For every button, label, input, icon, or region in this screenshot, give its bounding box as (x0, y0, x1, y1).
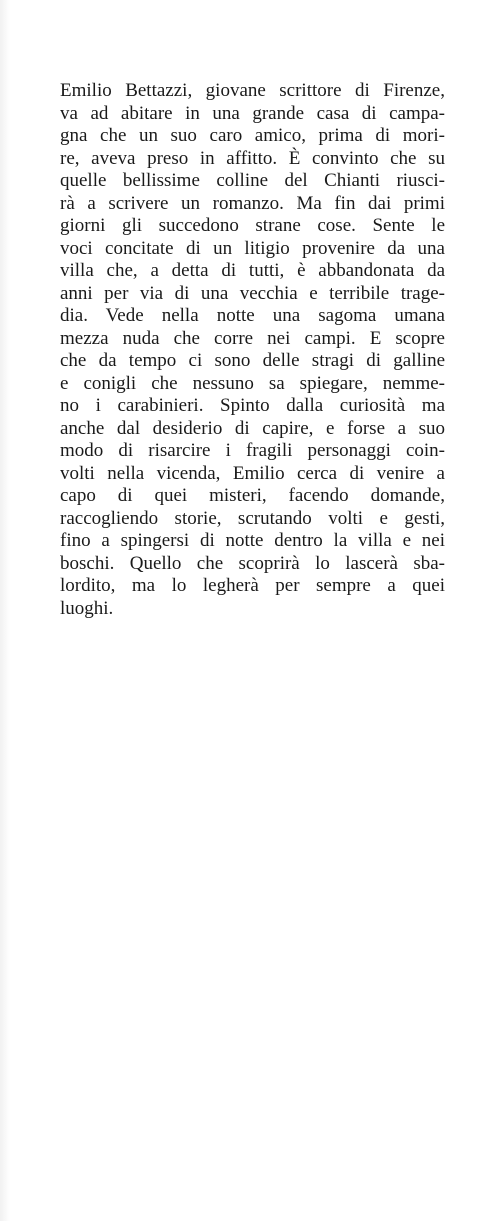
synopsis-line: modo di risarcire i fragili personaggi coin- (60, 440, 445, 461)
synopsis-line: dia. Vede nella notte una sagoma umana (60, 305, 445, 326)
synopsis-line: no i carabinieri. Spinto dalla curiosità ma (60, 395, 445, 416)
synopsis-line: e conigli che nessuno sa spiegare, nemme- (60, 372, 445, 394)
synopsis-line: che da tempo ci sono delle stragi di galline (60, 350, 445, 371)
synopsis-line: voci concitate di un litigio provenire da una (60, 237, 445, 259)
synopsis-line: va ad abitare in una grande casa di campa- (60, 102, 445, 124)
synopsis-line: mezza nuda che corre nei campi. E scopre (60, 327, 445, 349)
synopsis-line: quelle bellissime colline del Chianti riusci- (60, 170, 445, 191)
synopsis-line: fino a spingersi di notte dentro la villa e nei (60, 530, 445, 551)
synopsis-line: volti nella vicenda, Emilio cerca di venire a (60, 462, 445, 484)
synopsis-line: boschi. Quello che scoprirà lo lascerà sba- (60, 552, 445, 574)
synopsis-line: anni per via di una vecchia e terribile trage- (60, 282, 445, 304)
synopsis-paragraph (60, 80, 445, 620)
synopsis-line: anche dal desiderio di capire, e forse a suo (60, 417, 445, 439)
synopsis-line: gna che un suo caro amico, prima di mori- (60, 125, 445, 146)
synopsis-line: raccogliendo storie, scrutando volti e gesti, (60, 507, 445, 529)
synopsis-line: Emilio Bettazzi, giovane scrittore di Firenze, (60, 80, 445, 101)
synopsis-line: lordito, ma lo legherà per sempre a quei (60, 575, 445, 596)
synopsis-line: giorni gli succedono strane cose. Sente le (60, 215, 445, 236)
synopsis-line: rà a scrivere un romanzo. Ma fin dai primi (60, 192, 445, 214)
synopsis-line: luoghi. (60, 597, 114, 619)
synopsis-line: re, aveva preso in affitto. È convinto che su (60, 147, 445, 169)
synopsis-line: capo di quei misteri, facendo domande, (60, 485, 445, 506)
synopsis-line: villa che, a detta di tutti, è abbandonata da (60, 260, 445, 281)
